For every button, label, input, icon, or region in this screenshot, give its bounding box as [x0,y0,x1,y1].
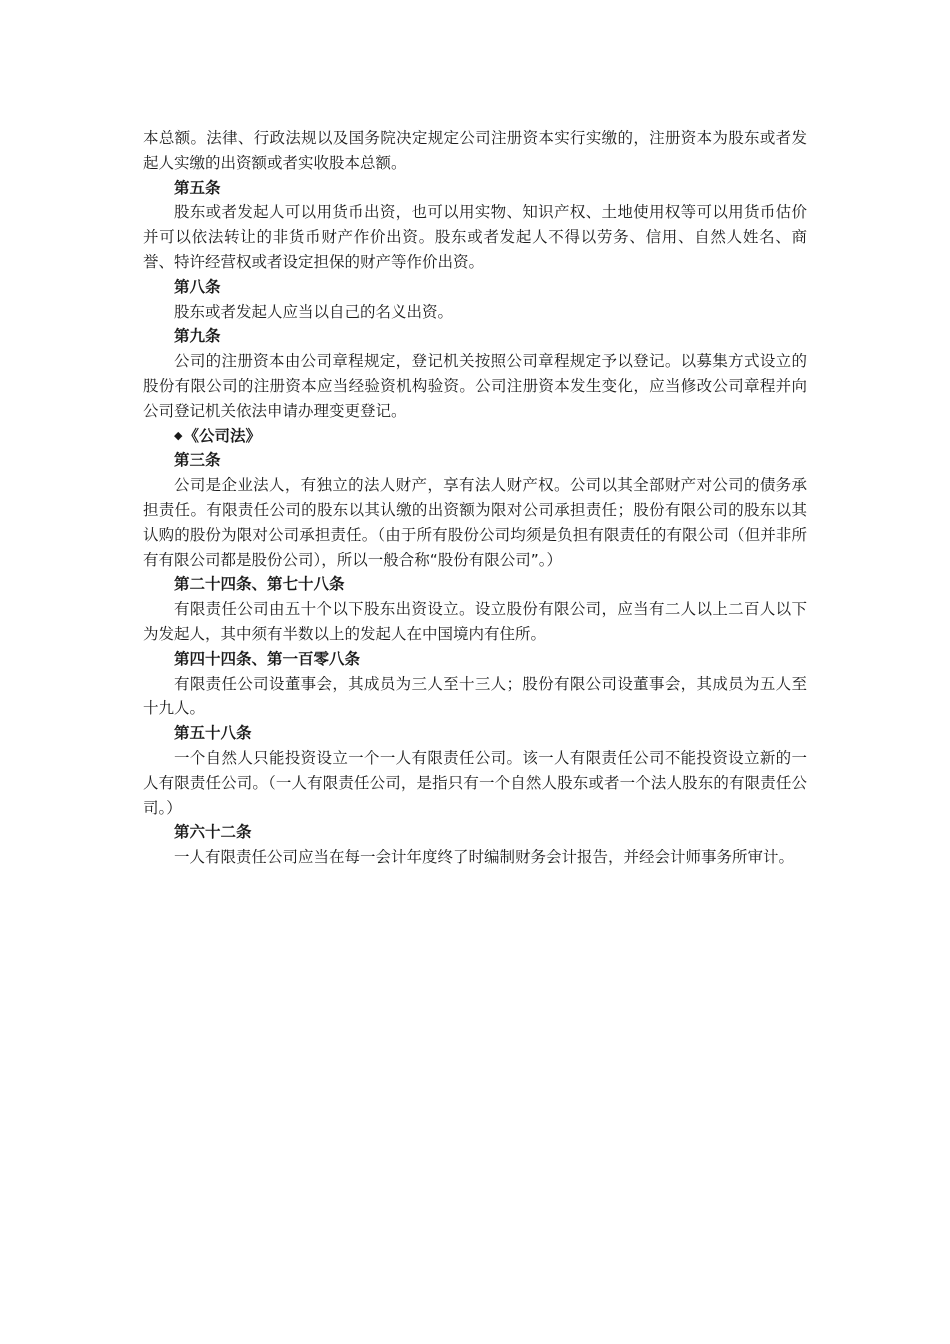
article-heading-5: 第五条 [174,178,221,197]
paragraph-article-44-108: 有限责任公司设董事会，其成员为三人至十三人；股份有限公司设董事会，其成员为五人至十九人。 [143,674,807,718]
article-heading-8: 第八条 [174,277,221,296]
paragraph-article-3: 公司是企业法人，有独立的法人财产，享有法人财产权。公司以其全部财产对公司的债务承担责任。有限责任公司的股东以其认缴的出资额为限对公司承担责任；股份有限公司的股东以其认购的股份为限对公司承担责任。（由于所有股份公司均须是负担有限责任的有限公司（但并非所有有限公司都是股份公司），所以一般合称“股份有限公司”。） [143,476,807,569]
article-heading-62: 第六十二条 [174,823,252,842]
paragraph-continuation: 本总额。法律、行政法规以及国务院决定规定公司注册资本实行实缴的，注册资本为股东或者发起人实缴的出资额或者实收股本总额。 [143,129,807,172]
paragraph-article-8: 股东或者发起人应当以自己的名义出资。 [174,302,454,321]
paragraph-article-5: 股东或者发起人可以用货币出资，也可以用实物、知识产权、土地使用权等可以用货币估价并可以依法转让的非货币财产作价出资。股东或者发起人不得以劳务、信用、自然人姓名、商誉、特许经营权或者设定担保的财产等作价出资。 [143,203,807,271]
article-heading-3: 第三条 [174,451,221,470]
paragraph-article-62: 一人有限责任公司应当在每一会计年度终了时编制财务会计报告，并经会计师事务所审计。 [174,848,795,867]
paragraph-article-24-78: 有限责任公司由五十个以下股东出资设立。设立股份有限公司，应当有二人以上二百人以下为发起人，其中须有半数以上的发起人在中国境内有住所。 [143,600,807,643]
law-title [143,424,807,449]
document-body [143,126,807,870]
article-heading-24-78: 第二十四条、第七十八条 [174,575,345,594]
law-title-text: 《公司法》 [183,426,261,445]
diamond-bullet-icon: ◆ [174,428,183,442]
paragraph-article-9: 公司的注册资本由公司章程规定，登记机关按照公司章程规定予以登记。以募集方式设立的股份有限公司的注册资本应当经验资机构验资。公司注册资本发生变化，应当修改公司章程并向公司登记机关依法申请办理变更登记。 [143,352,807,420]
article-heading-44-108: 第四十四条、第一百零八条 [174,649,361,668]
article-heading-9: 第九条 [174,327,221,346]
paragraph-article-58: 一个自然人只能投资设立一个一人有限责任公司。该一人有限责任公司不能投资设立新的一人有限责任公司。（一人有限责任公司，是指只有一个自然人股东或者一个法人股东的有限责任公司。） [143,748,807,817]
article-heading-58: 第五十八条 [174,724,252,743]
